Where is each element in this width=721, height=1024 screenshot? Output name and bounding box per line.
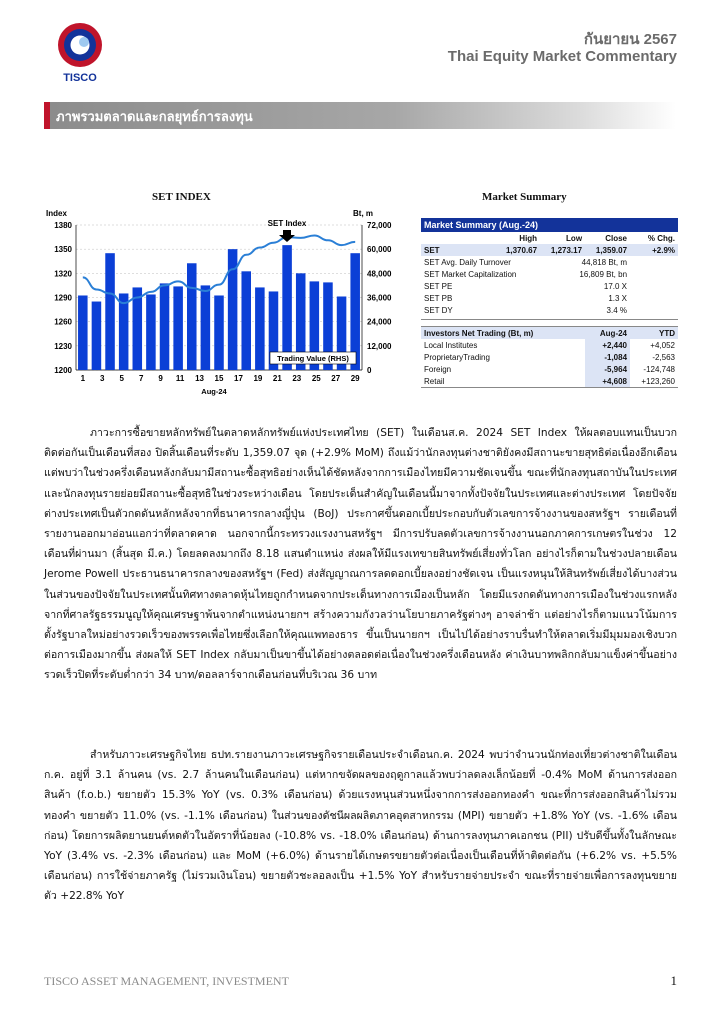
x-tick-label: 27 <box>331 374 341 383</box>
x-tick-label: 23 <box>292 374 302 383</box>
trading-value-bar <box>92 302 102 370</box>
section-banner-title: ภาพรวมตลาดและกลยุทธ์การลงทุน <box>56 110 253 125</box>
col-blank <box>421 232 465 244</box>
market-summary-title: Market Summary (Aug.-24) <box>421 218 678 232</box>
investor-ytd: -2,563 <box>652 352 675 362</box>
y-tick-label: 1350 <box>54 245 72 255</box>
left-axis-title: Index <box>46 209 67 218</box>
y2-tick-label: 12,000 <box>367 341 392 351</box>
trading-value-bar <box>187 263 197 370</box>
x-tick-label: 13 <box>195 374 204 383</box>
commentary-paragraph-1 <box>44 423 677 686</box>
y2-tick-label: 24,000 <box>367 317 392 327</box>
stat-row <box>421 256 678 268</box>
section-banner <box>44 102 676 129</box>
y2-tick-label: 48,000 <box>367 269 392 279</box>
stat-row <box>421 268 678 280</box>
col-low: Low <box>566 233 583 243</box>
investor-aug: +4,608 <box>585 375 630 388</box>
trading-value-bar <box>282 245 292 370</box>
investors-col-ytd: YTD <box>630 327 678 340</box>
investor-row <box>421 363 678 375</box>
set-low: 1,273.17 <box>540 244 585 256</box>
y2-tick-label: 72,000 <box>367 221 392 230</box>
y2-tick-label: 36,000 <box>367 293 392 303</box>
stat-value: 1.3 X <box>608 293 628 303</box>
paragraph-text: สำหรับภาวะเศรษฐกิจไทย ธปท.รายงานภาวะเศรษฐกิจรายเดือนประจำเดือนก.ค. 2024 พบว่าจำนวนนักท่องเที่ยวต่างชาติในเดือนก.ค. อยู่ที่ 3.1 ล้านคน (vs. 2.7 ล้านคนในเดือนก่อน) แต่หากขจัดผลของฤดูกาลแล้วพบว่าลดลงเล็กน้อยที่ -0.4% MoM ด้านการส่งออกสินค้า (f.o.b.) ขยายตัว 15.3% YoY (vs. 0.3% เดือนก่อน) ด้วยแรงหนุนส่วนหนึ่งจากการส่งออกทองคำ ขณะที่การส่งออกสินค้าไม่รวมทองคำ ขยายตัว 11.0% (vs. -1.1% เดือนก่อน) ในส่วนของดัชนีผลผลิตภาคอุตสาหกรรม (MPI) ขยายตัว +1.8% YoY (vs. -1.6% เดือนก่อน) โดยการผลิตยานยนต์หดตัวในอัตราที่น้อยลง (-10.8% vs. -18.0% เดือนก่อน) ด้านการลงทุนภาคเอกชน (PII) ปรับดีขึ้นทั้งในลักษณะ YoY (3.4% vs. -2.3% เดือนก่อน) และ MoM (+6.0%) ด้านรายได้เกษตรขยายตัวต่อเนื่องเป็นเดือนที่ห้าติดต่อกัน (+6.2% vs. +5.5% เดือนก่อน) การใช้จ่ายภาครัฐ (ไม่รวมเงินโอน) ขยายตัวชะลอลงเป็น +1.5% YoY สำหรับรายจ่ายประจำ ขณะที่รายจ่ายเพื่อการลงทุนขยายตัว +22.8% YoY <box>44 749 677 903</box>
x-axis-title: Aug-24 <box>201 387 227 396</box>
x-tick-label: 15 <box>214 374 224 383</box>
commentary-paragraph-2 <box>44 745 677 907</box>
investor-aug: +2,440 <box>585 339 630 351</box>
trading-value-bar <box>160 283 170 370</box>
investor-label: Local Institutes <box>424 340 478 350</box>
x-tick-label: 3 <box>100 374 105 383</box>
set-chart-heading: SET INDEX <box>152 191 211 203</box>
investor-ytd: +123,260 <box>641 376 675 386</box>
y-tick-label: 1320 <box>54 269 72 279</box>
trading-value-bar <box>255 287 265 370</box>
investor-row <box>421 339 678 351</box>
report-month: กันยายน 2567 <box>583 31 677 48</box>
stat-label: SET DY <box>424 305 453 315</box>
investor-row <box>421 375 678 388</box>
investors-title: Investors Net Trading (Bt, m) <box>421 327 585 340</box>
paragraph-text: ภาวะการซื้อขายหลักทรัพย์ในตลาดหลักทรัพย์แห่งประเทศไทย (SET) ในเดือนส.ค. 2024 SET Index ให้ผลตอบแทนเป็นบวกติดต่อกันเป็นเดือนที่สอง ปิดสิ้นเดือนที่ระดับ 1,359.07 จุด (+2.9% MoM) ถึงแม้ว่านักลงทุนต่างชาติยังคงมีสถานะขายสุทธิต่อเนื่องอีกเดือนแต่พบว่าในช่วงครึ่งเดือนหลังกลับมามีสถานะซื้อสุทธิอย่างเห็นได้ชัดหลังจากการเมืองไทยมีความชัดเจนขึ้น ขณะที่นักลงทุนสถาบันในประเทศและนักลงทุนรายย่อยมีสถานะซื้อสุทธิในช่วงระหว่างเดือน โดยประเด็นสำคัญในเดือนนี้มาจากทั้งปัจจัยในประเทศและต่างประเทศ โดยปัจจัยต่างประเทศเป็นตัวกดดันหลักหลังจากที่ธนาคารกลางญี่ปุ่น (BoJ) ประกาศขึ้นดอกเบี้ยประกอบกับตัวเลขการจ้างงานของสหรัฐฯ รายเดือนที่รายงานออกมาอ่อนแอกว่าที่ตลาดคาด นอกจากนี้กระทรวงแรงงานสหรัฐฯ มีการปรับลดตัวเลขการจ้างงานนอกภาคการเกษตรในช่วง 12 เดือนที่ผ่านมา (สิ้นสุด มี.ค.) โดยลดลงมากถึง 8.18 แสนตำแหน่ง ส่งผลให้มีแรงเทขายสินทรัพย์เสี่ยงทั่วโลก อย่างไรก็ตามในช่วงปลายเดือน Jerome Powell ประธานธนาคารกลางของสหรัฐฯ (Fed) ส่งสัญญาณการลดดอกเบี้ยลงอย่างชัดเจน เป็นแรงหนุนให้สินทรัพย์เสี่ยงได้บางส่วน ในส่วนของปัจจัยในประเทศนั้นทิศทางตลาดหุ้นไทยถูกกำหนดจากประเด็นทางการเมืองเป็นหลัก โดยมีแรงกดดันทางการเมืองในช่วงแรกหลังจากที่ศาลรัฐธรรมนูญให้คุณเศรษฐาพ้นจากตำแหน่งนายกฯ สร้างความกังวลว่านโยบายภาครัฐต่างๆ อาจล่าช้า แต่อย่างไรก็ตามแนวโน้มการตั้งรัฐบาลใหม่อย่างรวดเร็วของพรรคเพื่อไทยซึ่งเลือกให้คุณแพทองธาร ขึ้นเป็นนายกฯ เป็นไปได้อย่างราบรื่นทำให้ตลาดเริ่มมีมุมมองเชิงบวกต่อการเมืองมากขึ้น ส่งผลให้ SET Index กลับมาเป็นขาขึ้นได้อย่างตลอดต่อเนื่องในช่วงครึ่งเดือนหลัง ค่าเงินบาทพลิกกลับมาแข็งค่าขึ้นอย่างรวดเร็วปิดที่ระดับต่ำกว่า 34 บาท/ดอลลาร์จากเดือนก่อนที่บริเวณ 36 บาท <box>44 427 677 682</box>
x-tick-label: 11 <box>175 374 185 383</box>
x-tick-label: 1 <box>80 374 86 383</box>
stat-label: SET PB <box>424 293 453 303</box>
set-high: 1,370.67 <box>465 244 540 256</box>
set-close: 1,359.07 <box>585 244 630 256</box>
stat-row <box>421 280 678 292</box>
logo-wordmark: TISCO <box>63 72 97 84</box>
y-tick-label: 1200 <box>54 366 72 375</box>
investor-label: Retail <box>424 376 445 386</box>
trading-value-bar <box>214 295 224 370</box>
stat-value: 17.0 X <box>603 281 628 291</box>
stat-value: 44,818 Bt, m <box>581 257 628 267</box>
col-change: % Chg. <box>647 233 675 243</box>
market-summary-table <box>421 218 678 388</box>
stat-label: SET PE <box>424 281 453 291</box>
y-tick-label: 1230 <box>54 341 72 351</box>
set-label: SET <box>421 244 465 256</box>
annotation-label: SET Index <box>267 219 307 228</box>
trading-value-bar <box>201 285 211 370</box>
stat-value: 16,809 Bt, bn <box>579 269 628 279</box>
x-tick-label: 19 <box>253 374 263 383</box>
x-tick-label: 9 <box>158 374 163 383</box>
investor-aug: -5,964 <box>585 363 630 375</box>
market-summary-heading: Market Summary <box>482 191 567 203</box>
investors-header <box>421 327 678 340</box>
set-change: +2.9% <box>630 244 678 256</box>
trading-value-bar <box>78 295 88 370</box>
trading-value-bar <box>105 253 115 370</box>
legend-label: Trading Value (RHS) <box>277 354 349 363</box>
page-number: 1 <box>670 973 677 988</box>
investor-label: ProprietaryTrading <box>424 352 490 362</box>
report-title: Thai Equity Market Commentary <box>447 48 677 65</box>
x-tick-label: 5 <box>119 374 124 383</box>
investor-aug: -1,084 <box>585 351 630 363</box>
x-tick-label: 7 <box>138 374 144 383</box>
y-tick-label: 1290 <box>54 293 72 303</box>
footer-company: TISCO ASSET MANAGEMENT, INVESTMENT <box>44 974 289 988</box>
set-row <box>421 244 678 256</box>
x-tick-label: 25 <box>311 374 321 383</box>
stat-row <box>421 304 678 316</box>
right-axis-title: Bt, m <box>353 209 373 218</box>
investor-label: Foreign <box>424 364 452 374</box>
trading-value-bar <box>173 286 183 370</box>
stat-label: SET Market Capitalization <box>424 269 517 279</box>
investor-row <box>421 351 678 363</box>
y2-tick-label: 0 <box>367 366 372 375</box>
x-tick-label: 29 <box>350 374 360 383</box>
investor-ytd: +4,052 <box>650 340 675 350</box>
investor-ytd: -124,748 <box>643 364 675 374</box>
x-tick-label: 21 <box>272 374 282 383</box>
investors-col-aug: Aug-24 <box>585 327 630 340</box>
tisco-logo <box>54 22 106 84</box>
col-close: Close <box>605 233 628 243</box>
stat-value: 3.4 % <box>606 305 628 315</box>
stat-label: SET Avg. Daily Turnover <box>424 257 511 267</box>
trading-value-bar <box>241 271 251 370</box>
trading-value-bar <box>146 294 156 370</box>
y-tick-label: 1260 <box>54 317 72 327</box>
col-high: High <box>519 233 538 243</box>
set-index-chart <box>40 205 392 405</box>
y2-tick-label: 60,000 <box>367 245 392 255</box>
trading-value-bar <box>133 287 143 370</box>
stat-row <box>421 292 678 304</box>
trading-value-bar <box>119 293 129 370</box>
x-tick-label: 17 <box>234 374 243 383</box>
y-tick-label: 1380 <box>54 221 72 230</box>
